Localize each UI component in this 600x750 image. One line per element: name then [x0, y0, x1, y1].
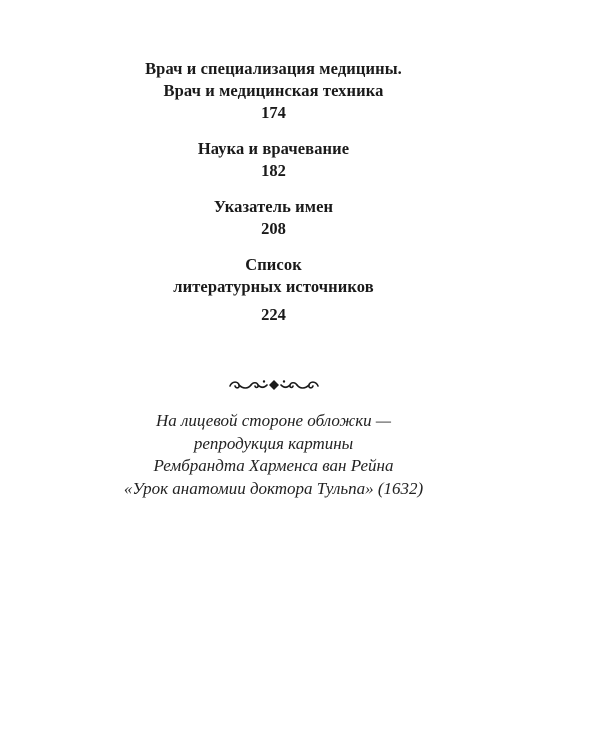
- toc-entry: [0, 138, 547, 182]
- toc-entry-title: Врач и медицинская техника: [163, 81, 384, 100]
- table-of-contents: [0, 58, 547, 340]
- toc-entry-title: Врач и специализация медицины.: [145, 59, 402, 78]
- caption-line: репродукция картины: [193, 433, 354, 453]
- toc-entry-page: 174: [261, 103, 286, 122]
- cover-caption: [0, 410, 547, 500]
- toc-entry-page: 224: [261, 305, 286, 324]
- toc-entry-title: литературных источников: [173, 277, 374, 296]
- flourish-divider-icon: [0, 377, 547, 398]
- caption-line: На лицевой стороне обложки —: [155, 411, 392, 430]
- toc-entry: [0, 254, 547, 326]
- toc-entry-title: Список: [245, 255, 302, 274]
- toc-entry-page: 182: [261, 161, 286, 180]
- toc-entry-page: 208: [261, 219, 286, 238]
- caption-line: Рембрандта Харменса ван Рейна: [153, 456, 394, 475]
- caption-line: «Урок анатомии доктора Тульпа» (1632): [123, 478, 424, 498]
- toc-entry-title: Наука и врачевание: [197, 139, 350, 158]
- toc-entry: [0, 58, 547, 124]
- toc-entry-title: Указатель имен: [213, 197, 334, 216]
- toc-entry: [0, 196, 547, 240]
